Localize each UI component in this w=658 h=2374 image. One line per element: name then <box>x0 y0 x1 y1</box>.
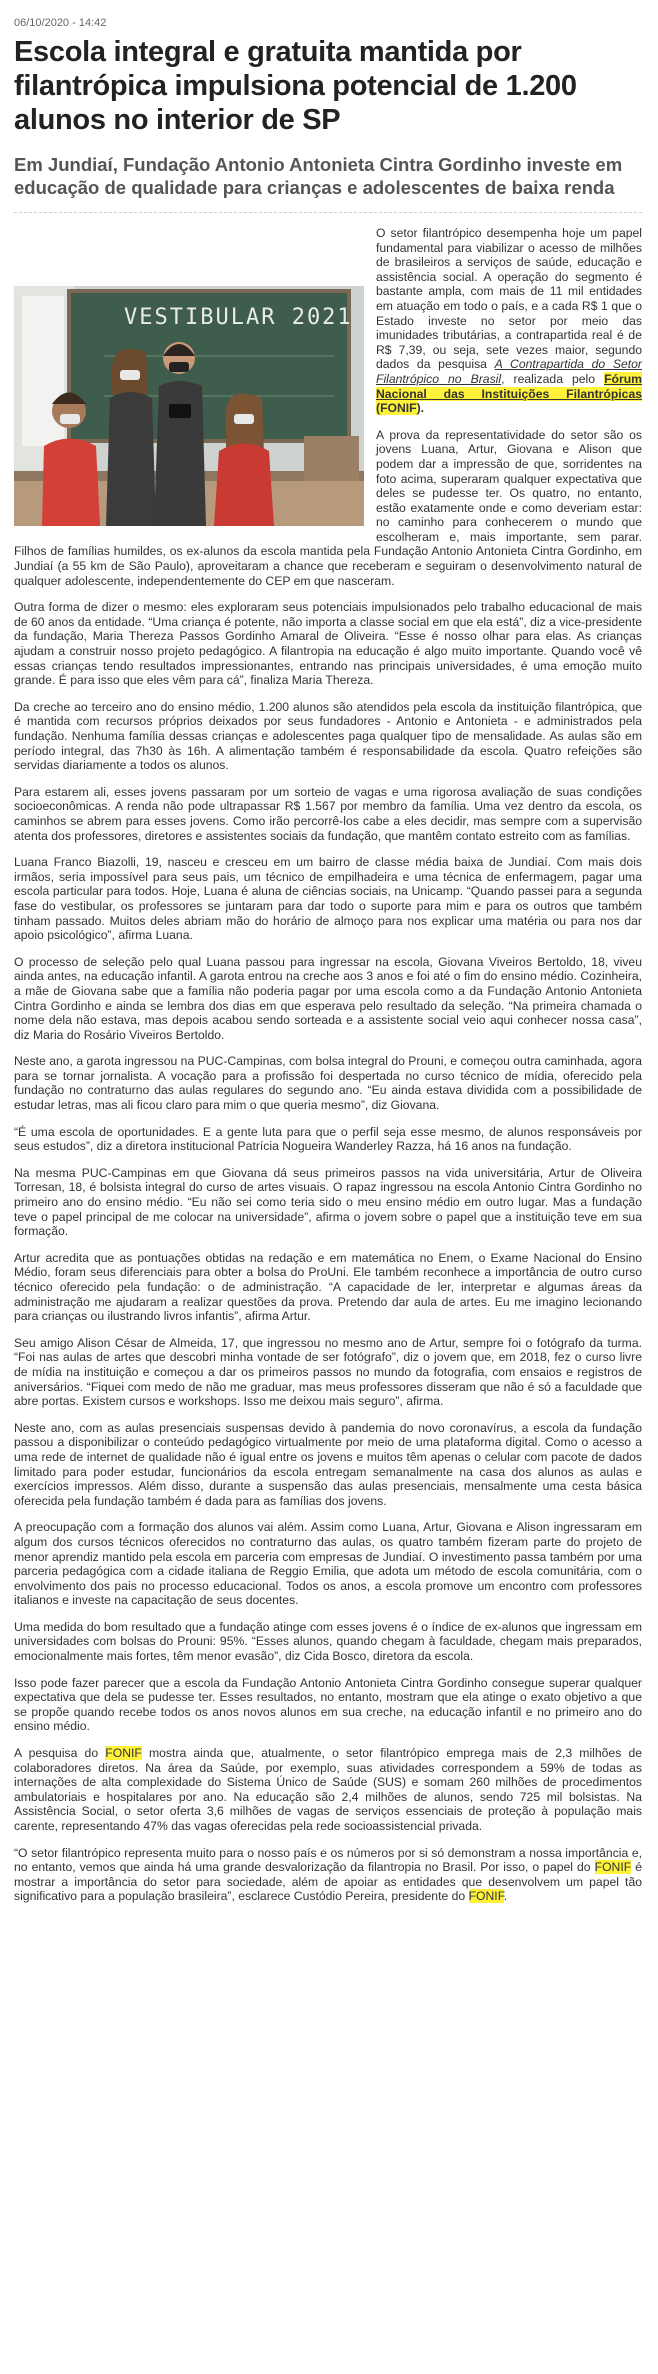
paragraph-intro: O setor filantrópico desempenha hoje um papel fundamental para viabilizar o acesso de milhões de brasileiros a serviços de saúde, educação e assistência social. A operação do segmento é bastante ampla, com mais de 11 mil entidades em atuação em todo o país, e a cada R$ 1 que o Estado investe no setor por meio das imunidades tributárias, a contrapartida real é de R$ 7,39, ou seja, sete vezes maior, segundo dados da pesquisa A Contrapartida do Setor Filantrópico no Brasil, realizada pelo Fórum Nacional das Instituições Filantrópicas (FONIF). <box>376 226 642 416</box>
paragraph: Na mesma PUC-Campinas em que Giovana dá seus primeiros passos na vida universitária, Artur de Oliveira Torresan, 18, é bolsista integral do curso de artes visuais. O rapaz ingressou na escola Antonio Cintra Gordinho no primeiro ano do ensino médio. “Eu não sei como teria sido o meu ensino médio em outro lugar. Mas a fundação teve o papel principal de me colocar na universidade”, afirma o jovem sobre o papel que a instituição teve em sua formação. <box>14 1165 642 1239</box>
fonif-highlight: FONIF <box>105 1746 142 1761</box>
divider <box>14 212 642 213</box>
chalkboard-text: VESTIBULAR 2021 <box>124 305 353 330</box>
paragraph: O processo de seleção pelo qual Luana passou para ingressar na escola, Giovana Viveiros Bertoldo, 18, viveu ainda antes, na educação infantil. A garota entrou na creche aos 3 anos e foi até o fim do ensino médio. Cozinheira, a mãe de Giovana sabe que a família não poderia pagar por uma escola como a da Fundação Antonio Antonieta Cintra Gordinho e ainda se lembra dos dias em que esperava pelo resultado da seleção. “Na primeira chamada o nome dela não estava, mas depois acabou sendo sorteada e a assistente social veio aqui conhecer nossa casa”, diz Maria do Rosário Viveiros Bertoldo. <box>14 954 642 1042</box>
paragraph: Para estarem ali, esses jovens passaram por um sorteio de vagas e uma rigorosa avaliação de suas condições socioeconômicas. A renda não pode ultrapassar R$ 1.567 por membro da família. Uma vez dentro da escola, os caminhos se abrem para esses jovens. Como irão percorrê-los cabe a eles decidir, mas sempre com a supervisão atenta dos professores, diretores e assistentes sociais da fundação, que mantêm contato estreito com as famílias. <box>14 784 642 843</box>
paragraph: Da creche ao terceiro ano do ensino médio, 1.200 alunos são atendidos pela escola da instituição filantrópica, que é mantida com recursos próprios deixados por seus fundadores - Antonio e Antonieta - e administrados pela fundação. Nenhuma família dessas crianças e adolescentes paga qualquer tipo de mensalidade. As aulas são em período integral, das 7h30 às 16h. A alimentação também é responsabilidade da escola. Quatro refeições são servidas diariamente a todos os alunos. <box>14 699 642 773</box>
paragraph: Luana Franco Biazolli, 19, nasceu e cresceu em um bairro de classe média baixa de Jundiaí. Com mais dois irmãos, seria impossível para seus pais, um técnico de empilhadeira e uma técnica de enfermagem, pagar uma escola particular para todos. Hoje, Luana é aluna de ciências sociais, na Unicamp. “Quando passei para a segunda fase do vestibular, os professores se juntaram para dar todo o suporte para mim e para os outros que também tinham passado. Muitos deles abriam mão do horário de almoço para nos explicar uma matéria ou para nos dar apoio psicológico”, afirma Luana. <box>14 855 642 943</box>
article-subtitle: Em Jundiaí, Fundação Antonio Antonieta Cintra Gordinho investe em educação de qualidade para crianças e adolescentes de baixa renda <box>14 154 623 198</box>
article <box>14 0 642 1916</box>
article-body <box>14 226 642 1904</box>
paragraph-quote: “O setor filantrópico representa muito para o nosso país e os números por si só demonstram a nossa importância e, no entanto, vemos que ainda há uma grande desvalorização da filantropia no Brasil. Por isso, o papel do FONIF é mostrar a importância do setor para sociedade, além de apoiar as entidades que desenvolvem um papel tão significativo para a população brasileira”, esclarece Custódio Pereira, presidente do FONIF. <box>14 1845 642 1904</box>
forum-link[interactable]: Fórum Nacional das Instituições Filantrópicas <box>376 371 642 401</box>
students-photo-image <box>14 286 364 526</box>
fonif-highlight: FONIF <box>468 1889 504 1904</box>
paragraph: A preocupação com a formação dos alunos vai além. Assim como Luana, Artur, Giovana e Alison ingressaram em algum dos cursos técnicos oferecidos no contraturno das aulas, os quatro também fizeram parte do projeto de menor aprendiz mantido pela escola em parceria com empresas de Jundiaí. O investimento passa também por uma parceria pedagógica com a cidade italiana de Reggio Emilia, que adota um método de escola comunitária, com o envolvimento dos pais no processo educacional. Todos os anos, a escola promove um encontro com professores italianos e investe na capacitação de seus docentes. <box>14 1520 642 1608</box>
publish-date: 06/10/2020 - 14:42 <box>14 17 107 29</box>
study-link[interactable]: A Contrapartida do Setor Filantrópico no Brasil <box>376 357 642 386</box>
students-photo <box>14 286 364 526</box>
paragraph: Artur acredita que as pontuações obtidas na redação e em matemática no Enem, o Exame Nacional do Ensino Médio, foram seus diferenciais para obter a bolsa do ProUni. Ele também reconhece a importância de outro curso técnico oferecido pela fundação: o de administração. “A capacidade de ler, interpretar e algumas áreas da administração me ajudaram a realizar questões da prova. Pretendo dar aula de artes. Eu me imagino lecionando para crianças ou ilustrando livros infantis”, afirma Artur. <box>14 1250 642 1324</box>
paragraph: Neste ano, a garota ingressou na PUC-Campinas, com bolsa integral do Prouni, e começou outra caminhada, agora para se tornar jornalista. A vocação para a profissão foi despertada no curso técnico de mídia, oferecido pela fundação no contraturno das aulas regulares do segundo ano. “Eu ainda estava dividida com a possibilidade de estudar letras, mas ali ficou claro para mim o que queria mesmo”, diz Giovana. <box>14 1054 643 1113</box>
paragraph: Outra forma de dizer o mesmo: eles exploraram seus potenciais impulsionados pelo trabalho educacional de mais de 60 anos da entidade. “Uma criança é potente, não importa a classe social em que ela está”, diz a vice-presidente da fundação, Maria Thereza Passos Gordinho Amaral de Oliveira. “Esse é nosso olhar para elas. As crianças ajudam a construir nosso projeto pedagógico. A filantropia na educação é algo muito importante. Quando você vê essas crianças tendo resultados impressionantes, entrando nas principais universidades, é uma emoção muito grande. É para isso que eles vêm para cá”, finaliza Maria Thereza. <box>14 600 642 688</box>
paragraph: Uma medida do bom resultado que a fundação atinge com esses jovens é o índice de ex-alunos que ingressam em universidades com bolsas do Prouni: 95%. “Esses alunos, quando chegam à faculdade, chegam mais preparados, emocionalmente mais fortes, têm menor evasão”, diz Cida Bosco, diretora da escola. <box>14 1619 642 1664</box>
paragraph: Seu amigo Alison César de Almeida, 17, que ingressou no mesmo ano de Artur, sempre foi o fotógrafo da turma. “Foi nas aulas de artes que descobri minha vontade de ser fotógrafo”, diz o jovem que, em 2018, fez o curso livre de mídia na instituição e começou a dar os primeiros passos no mundo da fotografia, com ensaios e registros de aniversários. “Fiquei com medo de não me graduar, mas meus professores disseram que não é só a faculdade que abre portas. Existem cursos e workshops. Isso me deixou mais seguro”, afirma. <box>14 1335 642 1409</box>
paragraph: Isso pode fazer parecer que a escola da Fundação Antonio Antonieta Cintra Gordinho consegue superar qualquer expectativa que dela se pudesse ter. Esses resultados, no entanto, mostram que ela atinge o exato objetivo a que se propõe quando recebe todos os anos novos alunos em sua creche, na educação infantil e no primeiro ano do ensino médio. <box>14 1675 642 1734</box>
fonif-highlight: FONIF <box>380 401 417 416</box>
paragraph: Neste ano, com as aulas presenciais suspensas devido à pandemia do novo coronavírus, a escola da fundação passou a disponibilizar o conteúdo pedagógico virtualmente por meio de uma plataforma digital. Como o acesso a uma rede de internet de qualidade não é igual entre os jovens e muitos têm apenas o celular com pacote de dados limitado para poder estudar, funcionários da escola entregam semanalmente na casa dos alunos as aulas e exercícios impressos. Além disso, durante a suspensão das aulas presenciais, mensalmente uma cesta básica oferecida pela fundação também é dada para as famílias dos jovens. <box>14 1420 642 1508</box>
paragraph-fonif-research: A pesquisa do FONIF mostra ainda que, atualmente, o setor filantrópico emprega mais de 2,3 milhões de colaboradores diretos. Na área da Saúde, por exemplo, suas atividades correspondem a 59% de todas as internações de alta complexidade do Sistema Único de Saúde (SUS) e somam 260 milhões de procedimentos ambulatoriais e hospitalares por ano. Na educação são 2,4 milhões de alunos, sendo 725 mil bolsistas. Na Assistência Social, o setor oferta 3,6 milhões de vagas de serviços essenciais de proteção à população mais carente, representando 47% das vagas oferecidas pela rede socioassistencial privada. <box>14 1746 642 1833</box>
article-title: Escola integral e gratuita mantida por filantrópica impulsiona potencial de 1.200 alunos no interior de SP <box>14 36 577 136</box>
fonif-highlight: FONIF <box>594 1860 632 1875</box>
paragraph: A prova da representatividade do setor são os jovens Luana, Artur, Giovana e Alison que podem dar a impressão de que, sorridentes na foto acima, superaram qualquer expectativa que deles se pudesse ter. Os quatro, no entanto, estão exatamente onde e como deveriam estar: no caminho para conhecerem o mundo que escolheram e, mais importante, sem parar. Filhos de famílias humildes, os ex-alunos da escola mantida pela Fundação Antonio Antonieta Cintra Gordinho, em Jundiaí (a 55 km de São Paulo), aproveitaram a chance que receberam e seguiram o desenvolvimento natural de qualquer adolescente, independentemente do CEP em que nasceram. <box>14 427 642 588</box>
paragraph: “É uma escola de oportunidades. E a gente luta para que o perfil seja esse mesmo, de alunos responsáveis por seus estudos”, diz a diretora institucional Patrícia Nogueira Wanderley Razza, há 16 anos na fundação. <box>14 1124 642 1154</box>
